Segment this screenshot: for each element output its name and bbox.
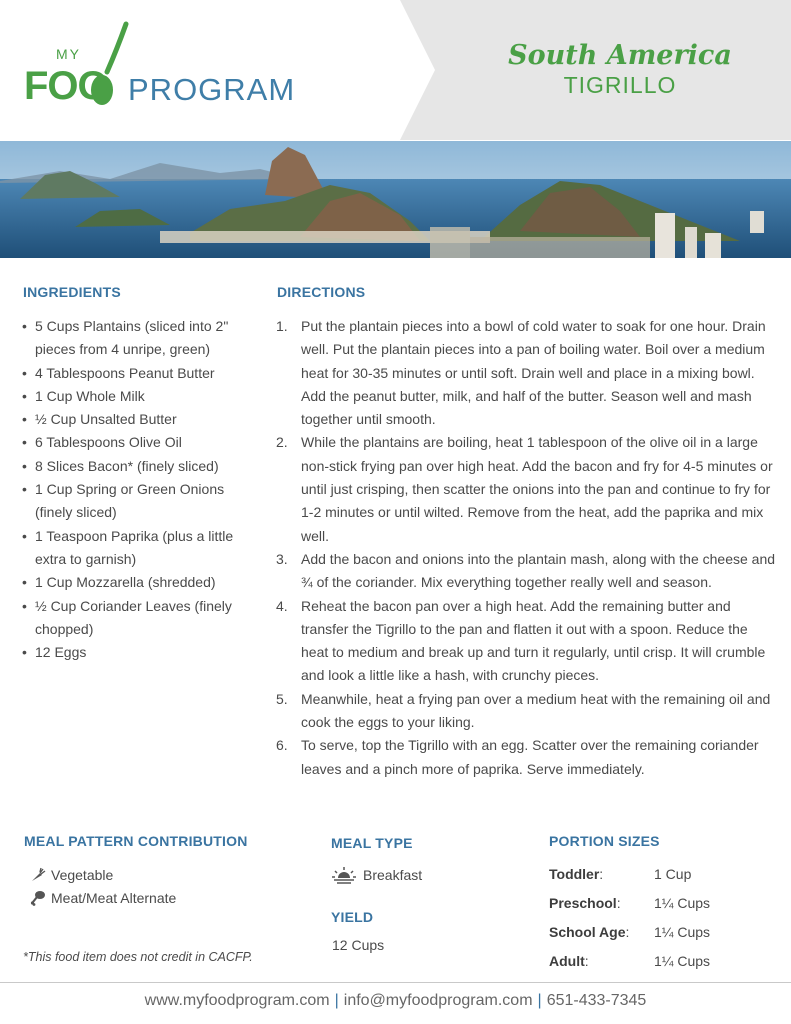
rio-landscape-photo	[0, 141, 791, 258]
ingredients-heading: INGREDIENTS	[23, 284, 121, 300]
logo-my-text: MY	[56, 46, 81, 62]
ingredient-item: • 8 Slices Bacon* (finely sliced)	[22, 457, 219, 474]
logo-food-text: FOO	[24, 64, 108, 108]
direction-step: 3. Add the bacon and onions into the plantain mash, along with the cheese and ¾ of the coriander. Mix everything together really well and season.	[276, 550, 776, 591]
recipe-region: South America	[508, 40, 732, 71]
ingredient-item: • 4 Tablespoons Peanut Butter	[22, 364, 215, 381]
cacfp-note: *This food item does not credit in CACFP.	[23, 950, 253, 964]
ingredient-item: • ½ Cup Unsalted Butter	[22, 411, 177, 428]
ingredients-list	[22, 315, 262, 664]
website-link[interactable]: www.myfoodprogram.com	[144, 992, 330, 1009]
drumstick-icon	[30, 890, 46, 906]
ingredient-item: • 12 Eggs	[22, 644, 87, 661]
ingredient-item: • ½ Cup Coriander Leaves (finely chopped)	[22, 597, 232, 637]
recipe-title: TIGRILLO	[563, 72, 677, 98]
my-food-program-logo[interactable]	[22, 20, 322, 115]
portion-sizes-heading: PORTION SIZES	[549, 833, 660, 849]
ingredient-item: • 1 Cup Mozzarella (shredded)	[22, 574, 216, 591]
ingredient-item: • 1 Teaspoon Paprika (plus a little extra to garnish)	[22, 527, 234, 567]
ingredient-item: • 1 Cup Spring or Green Onions (finely sliced)	[22, 481, 225, 521]
direction-step: 2. While the plantains are boiling, heat 1 tablespoon of the olive oil in a large non-stick frying pan over high heat. Add the bacon and fry for 4-5 minutes or until just crisping, then scatter the onions into the pan and continue to fry for 1-2 minutes or until wilted. Remove from the heat, add the paprika and mix well.	[276, 434, 773, 544]
meal-type-heading: MEAL TYPE	[331, 835, 413, 851]
directions-heading: DIRECTIONS	[277, 284, 366, 300]
sunrise-icon	[331, 866, 357, 884]
footer-contact	[0, 992, 791, 1010]
meal-pattern-meat: Meat/Meat Alternate	[30, 890, 176, 906]
meal-pattern-vegetable: Vegetable	[30, 867, 113, 883]
yield-value: 12 Cups	[332, 937, 385, 953]
ingredient-item: • 6 Tablespoons Olive Oil	[22, 434, 182, 451]
directions-list	[276, 315, 776, 781]
ingredient-item: • 1 Cup Whole Milk	[22, 387, 145, 404]
footer-divider	[0, 982, 791, 983]
direction-step: 5. Meanwhile, heat a frying pan over a medium heat with the remaining oil and cook the eggs to your liking.	[276, 690, 771, 731]
footer-separator: |	[334, 992, 339, 1009]
carrot-icon	[30, 867, 46, 883]
ingredient-item: • 5 Cups Plantains (sliced into 2" pieces from 4 unripe, green)	[22, 318, 229, 358]
direction-step: 1. Put the plantain pieces into a bowl of cold water to soak for one hour. Drain well. Put the plantain pieces into a pan of boiling water. Boil over a medium heat for 30-35 minutes or until soft. Drain well and place in a mixing bowl. Add the peanut butter, milk, and half of the butter. Season well and mash together until smooth.	[276, 318, 766, 428]
phone-number[interactable]: 651-433-7345	[546, 992, 647, 1009]
meal-type-value: Breakfast	[331, 866, 422, 884]
direction-step: 6. To serve, top the Tigrillo with an egg. Scatter over the remaining coriander leaves and a pinch more of paprika. Serve immediately.	[276, 737, 759, 777]
header	[0, 0, 791, 140]
logo-program-text: PROGRAM	[128, 72, 296, 107]
yield-heading: YIELD	[331, 909, 374, 925]
direction-step: 4. Reheat the bacon pan over a high heat. Add the remaining butter and transfer the Tigrillo to the pan and flatten it out with a spoon. Reduce the heat to medium and break up and turn it regularly, until crisp. It will crumble and look a little like a hash, with crunchy pieces.	[276, 597, 766, 684]
email-link[interactable]: info@myfoodprogram.com	[343, 992, 533, 1009]
footer-separator: |	[537, 992, 542, 1009]
meal-pattern-heading: MEAL PATTERN CONTRIBUTION	[24, 833, 248, 849]
